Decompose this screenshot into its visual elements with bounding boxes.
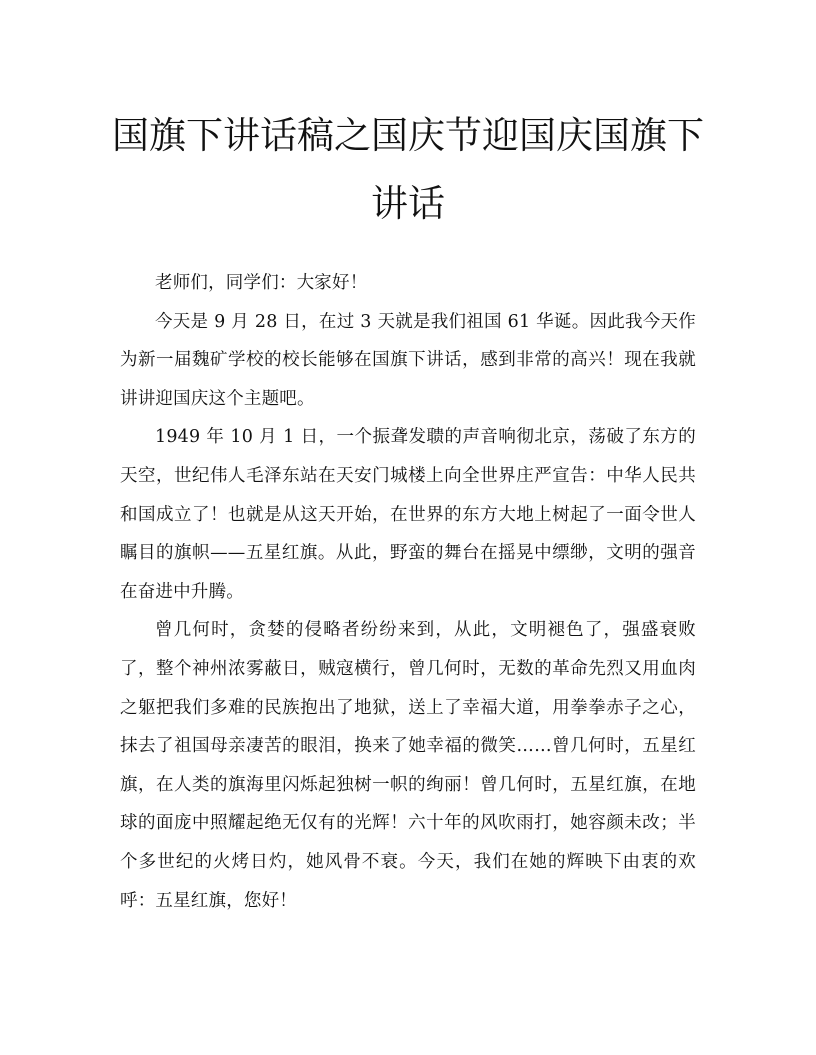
paragraph-greeting: 老师们，同学们：大家好！: [155, 273, 368, 293]
paragraph-history: 曾几何时，贪婪的侵略者纷纷来到，从此，文明褪色了，强盛衰败了，整个神州浓雾蔽日，贼寇横行，曾几何时，无数的革命先烈又用血肉之躯把我们多难的民族抱出了地狱，送上了幸福大道，用拳拳赤子之心，抹去了祖国母亲凄苦的眼泪，换来了她幸福的微笑……曾几何时，五星红旗，在人类的旗海里闪烁起独树一帜的绚丽！曾几何时，五星红旗，在地球的面庞中照耀起绝无仅有的光辉！六十年的风吹雨打，她容颜未改；半个多世纪的火烤日灼，她风骨不衰。今天，我们在她的辉映下由衷的欢呼：五星红旗，您好！: [120, 620, 696, 911]
document-body: [120, 264, 696, 920]
paragraph-intro: 今天是 9 月 28 日，在过 3 天就是我们祖国 61 华诞。因此我今天作为新一届魏矿学校的校长能够在国旗下讲话，感到非常的高兴！现在我就讲讲迎国庆这个主题吧。: [120, 311, 696, 409]
paragraph-founding: 1949 年 10 月 1 日，一个振聋发聩的声音响彻北京，荡破了东方的天空，世纪伟人毛泽东站在天安门城楼上向全世界庄严宣告：中华人民共和国成立了！也就是从这天开始，在世界的东方大地上树起了一面令世人瞩目的旗帜——五星红旗。从此，野蛮的舞台在摇晃中缥缈，文明的强音在奋进中升腾。: [120, 427, 696, 602]
document-title: 国旗下讲话稿之国庆节迎国庆国旗下讲话: [112, 114, 704, 225]
